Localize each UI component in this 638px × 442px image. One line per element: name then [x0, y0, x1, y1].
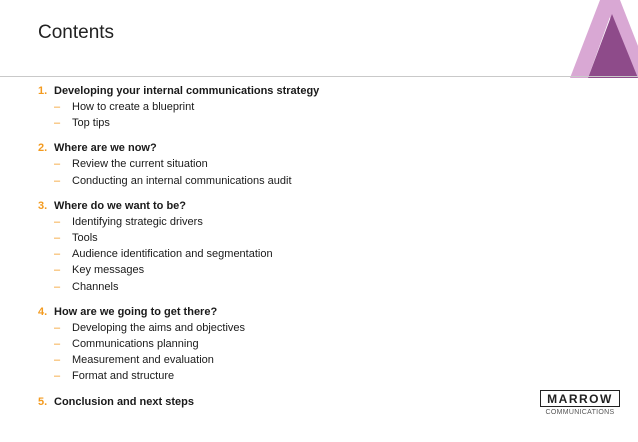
dash-bullet: –	[54, 338, 61, 351]
list-item-text: Format and structure	[72, 370, 175, 383]
section-4	[38, 304, 518, 385]
chevron-decoration	[570, 0, 638, 78]
dash-bullet: –	[54, 215, 61, 228]
dash-bullet: –	[54, 264, 61, 277]
sub-list	[38, 156, 518, 188]
section-1	[38, 83, 518, 131]
list-item-text: Channels	[72, 280, 119, 293]
list-item-text: Identifying strategic drivers	[72, 215, 203, 228]
company-logo	[540, 390, 620, 416]
dash-bullet: –	[54, 370, 61, 383]
sub-list	[38, 320, 518, 385]
contents-list	[38, 83, 518, 419]
list-item-text: Audience identification and segmentation	[72, 248, 273, 261]
sub-list	[38, 214, 518, 295]
dash-bullet: –	[54, 354, 61, 367]
list-item	[38, 320, 518, 336]
title-divider	[0, 76, 638, 77]
dash-bullet: –	[54, 158, 61, 171]
list-item	[38, 214, 518, 230]
list-item	[38, 99, 518, 115]
section-heading	[38, 83, 518, 99]
section-5	[38, 394, 518, 410]
list-item	[38, 115, 518, 131]
list-item	[38, 156, 518, 172]
section-2	[38, 140, 518, 188]
section-heading	[38, 304, 518, 320]
section-heading	[38, 198, 518, 214]
section-number: 5.	[38, 395, 48, 408]
list-item-text: How to create a blueprint	[72, 101, 195, 113]
list-item-text: Developing the aims and objectives	[72, 321, 246, 334]
section-3	[38, 198, 518, 295]
section-label: Where do we want to be?	[54, 199, 187, 212]
dash-bullet: –	[54, 101, 61, 113]
page-title: Contents	[38, 22, 115, 43]
sub-list	[38, 99, 518, 131]
dash-bullet: –	[54, 248, 61, 261]
section-heading	[38, 140, 518, 156]
list-item	[38, 368, 518, 384]
section-label: Where are we now?	[54, 142, 157, 155]
list-item-text: Conducting an internal communications audit	[72, 174, 292, 187]
section-label: Developing your internal communications strategy	[54, 85, 320, 97]
list-item-text: Key messages	[72, 264, 145, 277]
logo-wordmark: MARROW	[540, 390, 620, 407]
list-item	[38, 246, 518, 262]
dash-bullet: –	[54, 232, 61, 245]
section-number: 4.	[38, 305, 48, 318]
list-item-text: Top tips	[72, 117, 110, 130]
logo-subtitle: COMMUNICATIONS	[545, 409, 615, 416]
list-item	[38, 279, 518, 295]
list-item	[38, 262, 518, 278]
section-number: 1.	[38, 85, 48, 97]
list-item	[38, 336, 518, 352]
dash-bullet: –	[54, 117, 61, 130]
list-item-text: Communications planning	[72, 338, 199, 351]
dash-bullet: –	[54, 321, 61, 334]
section-label: Conclusion and next steps	[54, 395, 194, 408]
section-number: 3.	[38, 199, 48, 212]
dash-bullet: –	[54, 174, 61, 187]
list-item	[38, 230, 518, 246]
section-label: How are we going to get there?	[54, 305, 218, 318]
list-item	[38, 352, 518, 368]
section-heading	[38, 394, 518, 410]
section-number: 2.	[38, 142, 48, 155]
list-item-text: Tools	[72, 232, 98, 245]
list-item	[38, 173, 518, 189]
dash-bullet: –	[54, 280, 61, 293]
list-item-text: Review the current situation	[72, 158, 208, 171]
list-item-text: Measurement and evaluation	[72, 354, 214, 367]
